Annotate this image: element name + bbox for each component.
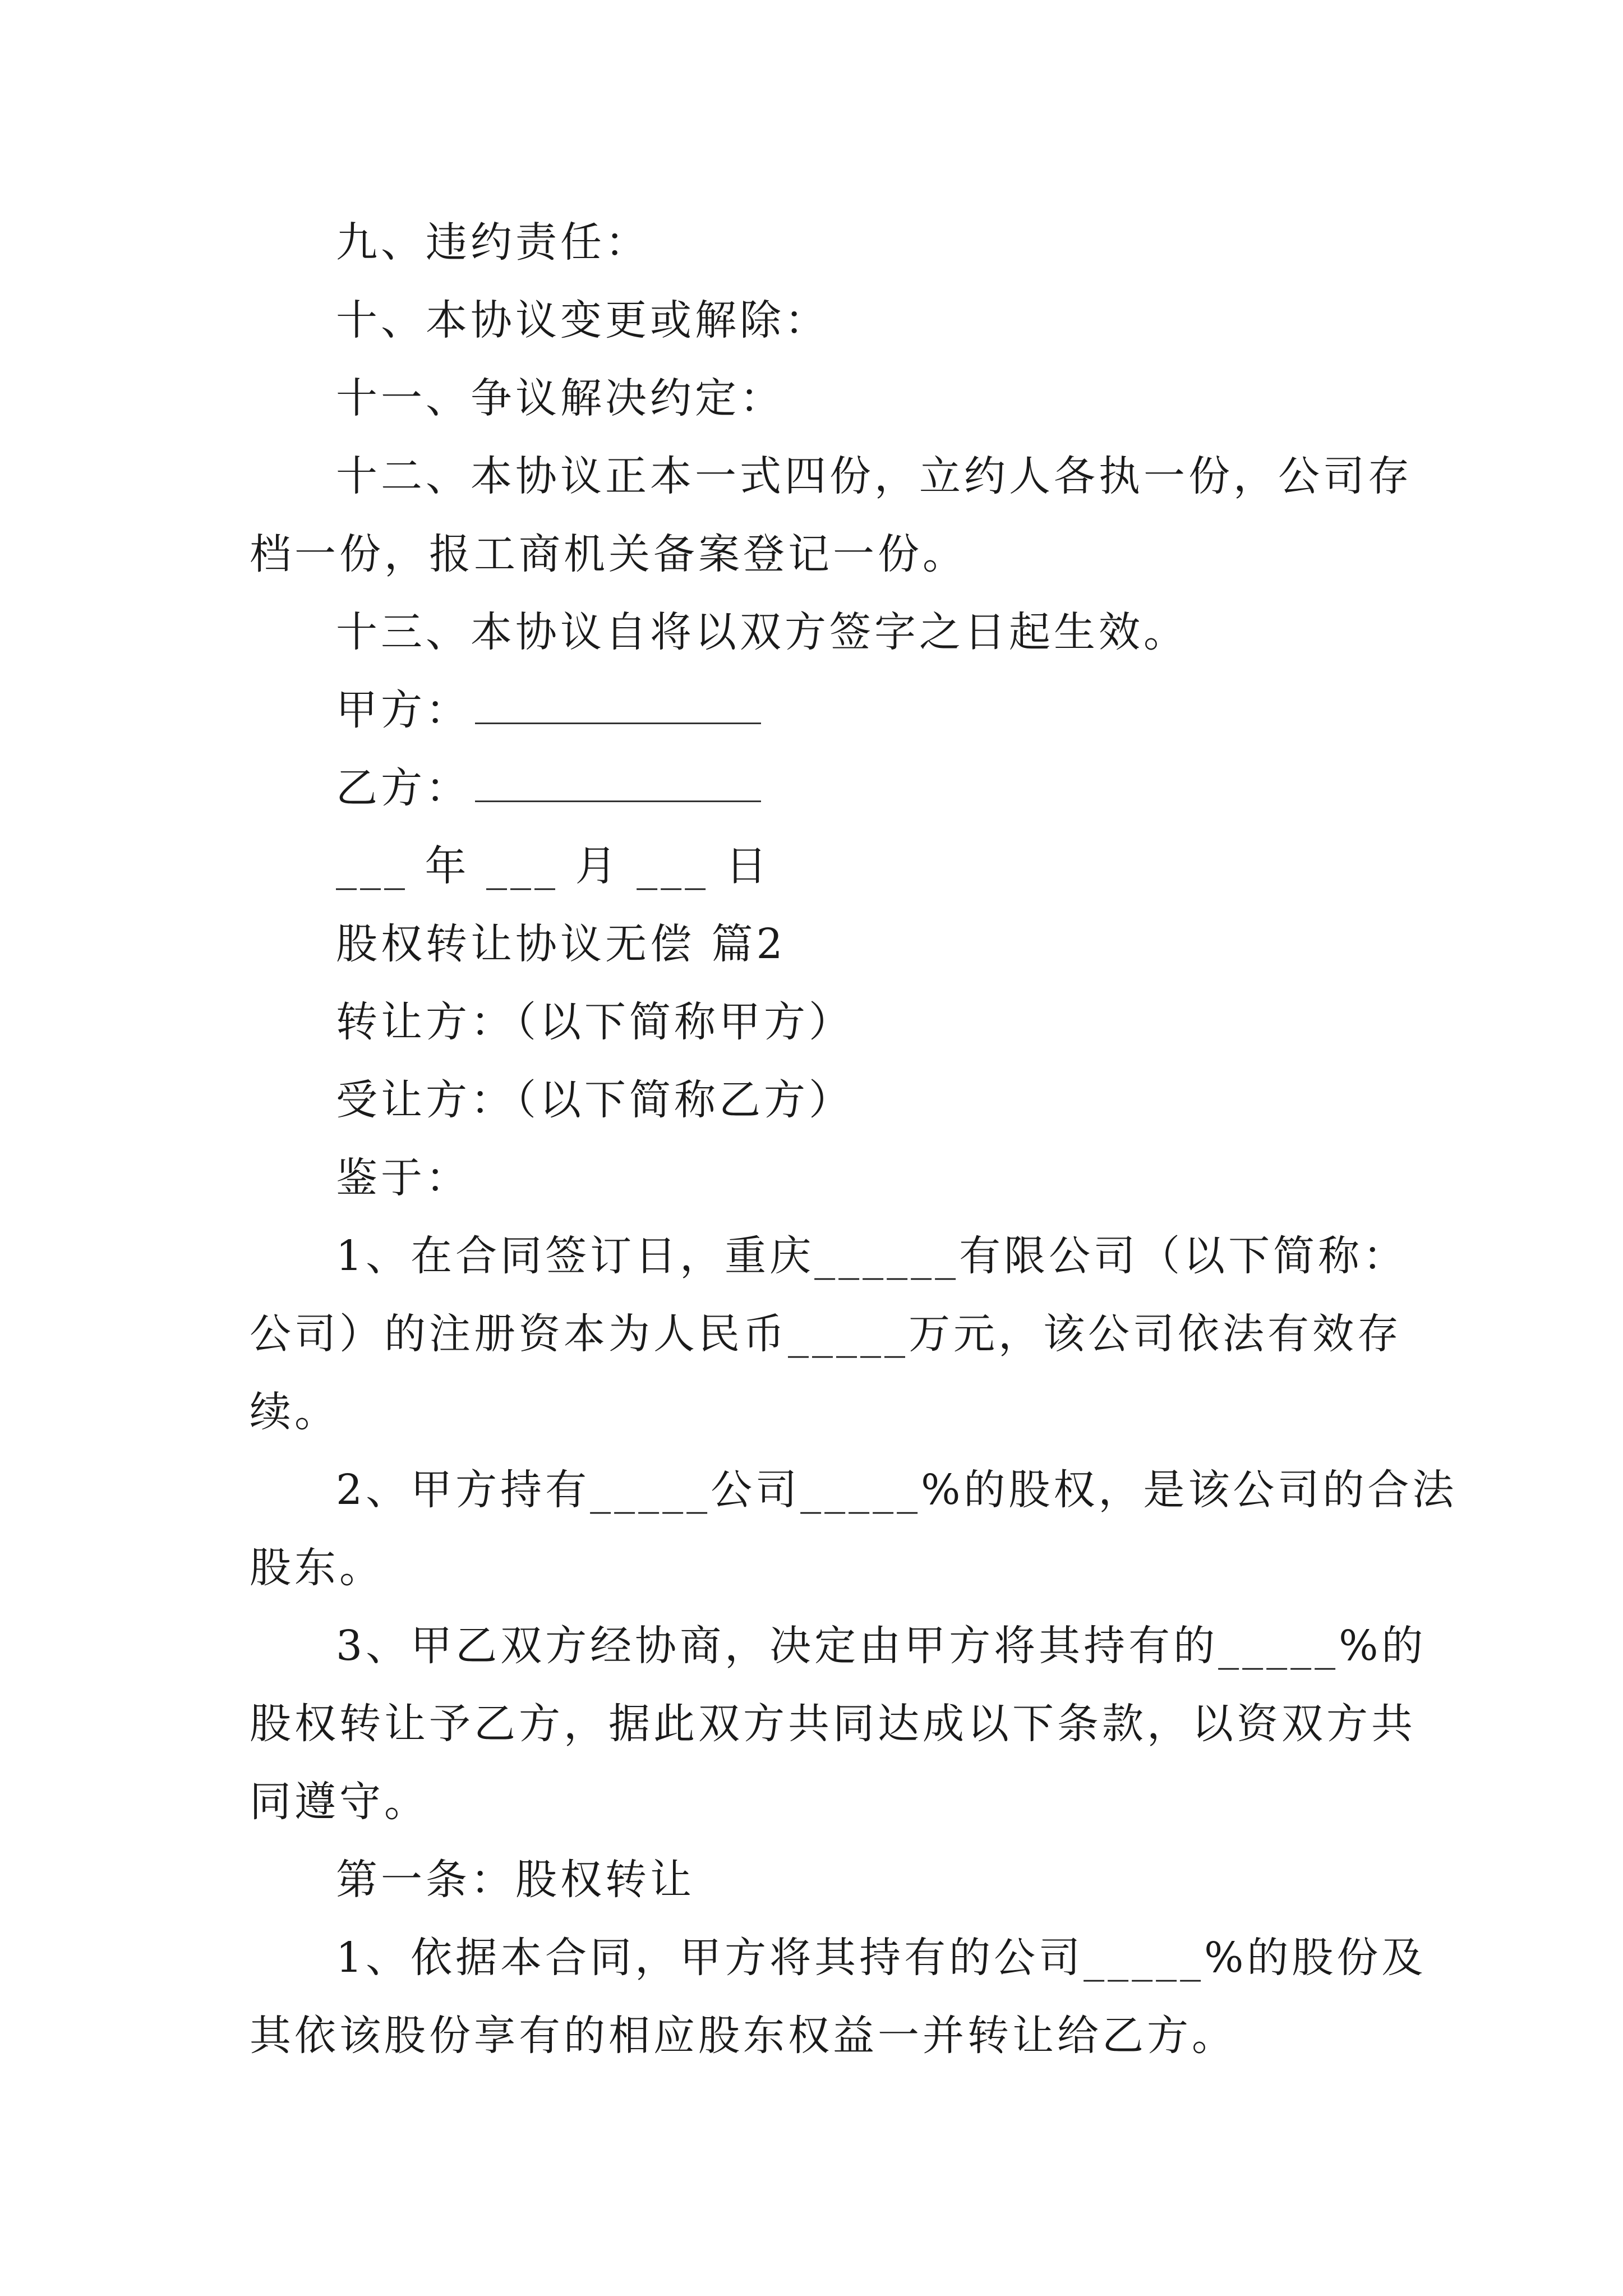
recital-3-line-2: 股权转让予乙方，据此双方共同达成以下条款，以资双方共 <box>250 1700 1416 1748</box>
whereas-line: 鉴于： <box>336 1154 471 1202</box>
party-b-blank <box>475 774 761 802</box>
clause-10-line: 十、本协议变更或解除： <box>336 296 829 344</box>
party-b-signature-line <box>250 763 1388 813</box>
date-line: ___ 年 ___ 月 ___ 日 <box>336 842 771 890</box>
recital-1-line-3: 续。 <box>250 1388 339 1436</box>
recital-1-line-1: 1、在合同签订日，重庆______有限公司（以下简称： <box>336 1232 1408 1280</box>
article-1-item-1-line-1: 1、依据本合同，甲方将其持有的公司_____%的股份及 <box>336 1934 1427 1982</box>
clause-12-line-2: 档一份，报工商机关备案登记一份。 <box>250 530 967 578</box>
article-1-heading: 第一条：股权转让 <box>336 1856 695 1904</box>
party-a-signature-line <box>250 685 1388 735</box>
clause-9-line: 九、违约责任： <box>336 218 650 266</box>
party-a-label: 甲方： <box>336 686 471 734</box>
article-1-item-1-line-2: 其依该股份享有的相应股东权益一并转让给乙方。 <box>250 2012 1237 2060</box>
section-heading: 股权转让协议无偿 篇2 <box>336 920 786 968</box>
recital-2-line-2: 股东。 <box>250 1544 384 1592</box>
recital-3-line-3: 同遵守。 <box>250 1778 429 1826</box>
transferee-line: 受让方：（以下简称乙方） <box>336 1076 854 1124</box>
recital-1-line-2: 公司）的注册资本为人民币_____万元，该公司依法有效存 <box>250 1310 1402 1358</box>
party-b-label: 乙方： <box>336 764 471 812</box>
clause-13-line: 十三、本协议自将以双方签字之日起生效。 <box>336 608 1188 656</box>
recital-3-line-1: 3、甲乙双方经协商，决定由甲方将其持有的_____%的 <box>336 1622 1427 1670</box>
transferor-line: 转让方：（以下简称甲方） <box>336 998 854 1046</box>
recital-2-line-1: 2、甲方持有_____公司_____%的股权，是该公司的合法 <box>336 1466 1458 1514</box>
clause-11-line: 十一、争议解决约定： <box>336 374 785 422</box>
party-a-blank <box>475 696 761 724</box>
clause-12-line-1: 十二、本协议正本一式四份，立约人各执一份，公司存 <box>336 452 1413 500</box>
